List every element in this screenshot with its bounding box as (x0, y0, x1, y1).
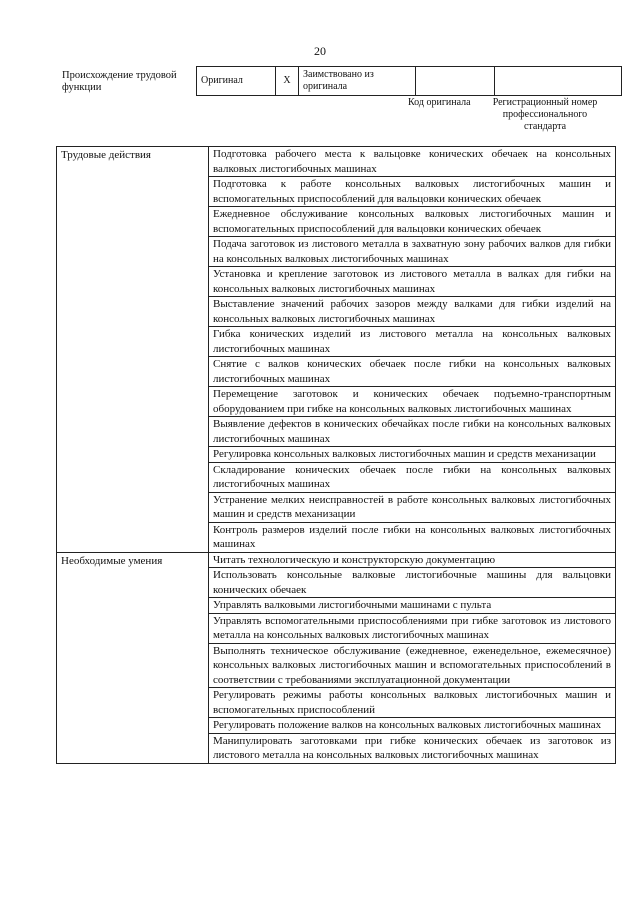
section-item: Выставление значений рабочих зазоров между валками для гибки изделий на консольных валковых листогибочных машинах (209, 297, 616, 327)
table-row (57, 552, 616, 568)
table-row (57, 147, 616, 177)
section-item: Устранение мелких неисправностей в работе консольных валковых листогибочных машин и средств механизации (209, 492, 616, 522)
section-item: Снятие с валков конических обечаек после гибки на консольных валковых листогибочных машинах (209, 357, 616, 387)
origin-table (196, 66, 622, 96)
registration-number-cell (495, 67, 622, 96)
section-item: Установка и крепление заготовок из листового металла в валках для гибки на консольных валковых листогибочных машинах (209, 267, 616, 297)
section-item: Складирование конических обечаек после гибки на консольных валковых листогибочных машинах (209, 462, 616, 492)
original-mark: X (276, 67, 299, 96)
section-title: Необходимые умения (57, 552, 209, 763)
section-item: Контроль размеров изделий после гибки на консольных валковых листогибочных машинах (209, 522, 616, 552)
section-item: Управлять валковыми листогибочными машинами с пульта (209, 598, 616, 614)
origin-label: Происхождение трудовой функции (62, 70, 177, 93)
section-item: Манипулировать заготовками при гибке конических обечаек из заготовок из листового металла на консольных валковых листогибочных машинах (209, 733, 616, 763)
section-title: Трудовые действия (57, 147, 209, 553)
registration-number-caption: Регистрационный номер профессионального стандарта (492, 97, 598, 132)
page-number: 20 (314, 44, 326, 58)
section-item: Выявление дефектов в конических обечайках после гибки на консольных валковых листогибочных машинах (209, 417, 616, 447)
section-item: Регулировать режимы работы консольных валковых листогибочных машин и вспомогательных приспособлений (209, 688, 616, 718)
section-item: Использовать консольные валковые листогибочные машины для вальцовки конических обечаек (209, 568, 616, 598)
section-item: Выполнять техническое обслуживание (ежедневное, еженедельное, ежемесячное) консольных валковых листогибочных машин и вспомогательных приспособлений в соответствии с требованиями эксплуатационной документации (209, 643, 616, 688)
section-item: Ежедневное обслуживание консольных валковых листогибочных машин и вспомогательных приспособлений для вальцовки конических обечаек (209, 207, 616, 237)
section-item: Гибка конических изделий из листового металла на консольных валковых листогибочных машинах (209, 327, 616, 357)
section-item: Подготовка к работе консольных валковых листогибочных машин и вспомогательных приспособлений для вальцовки конических обечаек (209, 177, 616, 207)
section-item: Подача заготовок из листового металла в захватную зону рабочих валков для гибки на консольных валковых листогибочных машинах (209, 237, 616, 267)
section-item: Подготовка рабочего места к вальцовке конических обечаек на консольных валковых листогибочных машинах (209, 147, 616, 177)
original-cell: Оригинал (197, 67, 276, 96)
section-item: Читать технологическую и конструкторскую документацию (209, 552, 616, 568)
section-item: Перемещение заготовок и конических обечаек подъемно-транспортным оборудованием при гибке на консольных валковых листогибочных машинах (209, 387, 616, 417)
borrowed-cell: Заимствовано из оригинала (299, 67, 416, 96)
section-item: Регулировка консольных валковых листогибочных машин и средств механизации (209, 447, 616, 463)
original-code-caption: Код оригинала (408, 97, 471, 108)
section-item: Регулировать положение валков на консольных валковых листогибочных машинах (209, 718, 616, 734)
labor-functions-table (56, 146, 616, 764)
original-code-cell (416, 67, 495, 96)
section-item: Управлять вспомогательными приспособлениями при гибке заготовок из листового металла на консольных валковых листогибочных машинах (209, 613, 616, 643)
